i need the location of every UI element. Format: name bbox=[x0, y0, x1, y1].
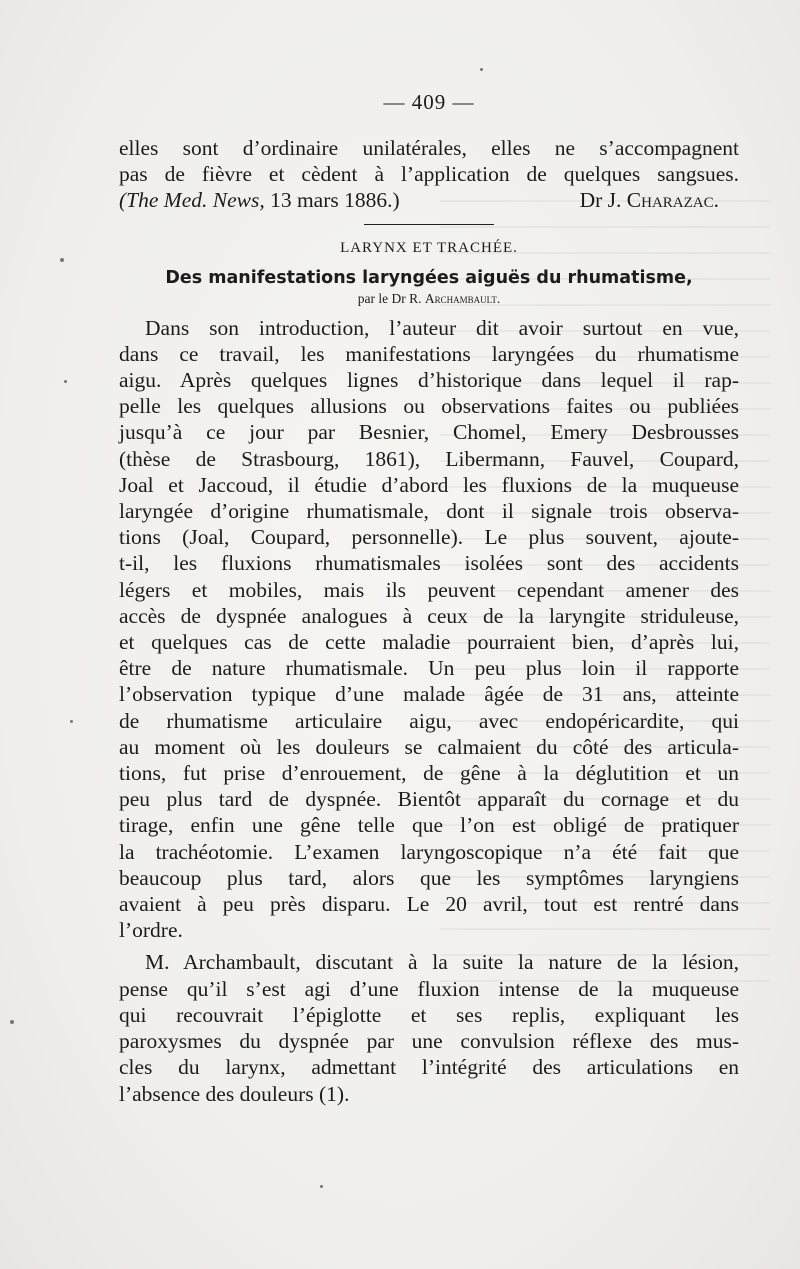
speck-mark bbox=[64, 380, 67, 383]
text-line: peu plus tard de dyspnée. Bientôt apparaît du cornage et du bbox=[119, 787, 739, 812]
journal-name: (The Med. News, bbox=[119, 188, 265, 213]
citation bbox=[119, 187, 400, 213]
text-line: être de nature rhumatismale. Un peu plus loin il rapporte bbox=[119, 656, 739, 681]
paragraph-1 bbox=[119, 315, 739, 944]
author-prefix: par le Dr R. bbox=[357, 290, 422, 306]
text-line: au moment où les douleurs se calmaient du côté des articula- bbox=[119, 734, 739, 759]
text-line: de rhumatisme articulaire aigu, avec endopéricardite, qui bbox=[119, 708, 739, 733]
text-line: légers et mobiles, mais ils peuvent cependant amener des bbox=[119, 577, 739, 602]
text-line: l’absence des douleurs (1). bbox=[119, 1081, 350, 1106]
text-line: jusqu’à ce jour par Besnier, Chomel, Emery Desbrousses bbox=[119, 420, 739, 445]
signature-prefix: Dr J. bbox=[579, 188, 622, 213]
speck-mark bbox=[60, 258, 64, 262]
signature-name: Charazac. bbox=[626, 188, 719, 213]
text-line: dans ce travail, les manifestations laryngées du rhumatisme bbox=[119, 341, 739, 366]
speck-mark bbox=[70, 720, 73, 723]
text-line: elles sont d’ordinaire unilatérales, elles ne s’accompagnent bbox=[119, 136, 739, 160]
page-number: — 409 — bbox=[383, 90, 475, 114]
paragraph-2 bbox=[119, 949, 739, 1106]
text-line: et quelques cas de cette maladie pourraient bien, d’après lui, bbox=[119, 630, 739, 655]
article-title: Des manifestations laryngées aiguës du rhumatisme, bbox=[165, 267, 693, 288]
section-heading: LARYNX ET TRACHÉE. bbox=[340, 239, 518, 256]
text-line: Joal et Jaccoud, il étudie d’abord les fluxions de la muqueuse bbox=[119, 472, 739, 497]
text-line: qui recouvrait l’épiglotte et ses replis, expliquant les bbox=[119, 1002, 739, 1027]
page-text bbox=[119, 90, 739, 1107]
speck-mark bbox=[320, 1185, 323, 1188]
text-line: beaucoup plus tard, alors que les symptômes laryngiens bbox=[119, 865, 739, 890]
text-line: pas de fièvre et cèdent à l’application de quelques sangsues. bbox=[119, 162, 739, 187]
text-line: paroxysmes du dyspnée par une convulsion réflexe des mus- bbox=[119, 1029, 739, 1054]
text-line: tirage, enfin une gêne telle que l’on est obligé de pratiquer bbox=[119, 813, 739, 838]
text-line: l’ordre. bbox=[119, 918, 183, 943]
text-line: tions (Joal, Coupard, personnelle). Le plus souvent, ajoute- bbox=[119, 525, 739, 550]
text-line: (thèse de Strasbourg, 1861), Libermann, Fauvel, Coupard, bbox=[119, 446, 739, 471]
text-line: Dans son introduction, l’auteur dit avoir surtout en vue, bbox=[145, 315, 739, 340]
speck-mark bbox=[480, 68, 483, 71]
speck-mark bbox=[10, 1020, 14, 1024]
text-line: avaient à peu près disparu. Le 20 avril, tout est rentré dans bbox=[119, 892, 739, 917]
text-line: pense qu’il s’est agi d’une fluxion intense de la muqueuse bbox=[119, 976, 739, 1001]
author-name: Archambault. bbox=[424, 290, 501, 306]
text-line: t-il, les fluxions rhumatismales isolées sont des accidents bbox=[119, 551, 739, 576]
previous-article-end bbox=[119, 135, 739, 214]
citation-line bbox=[119, 187, 739, 213]
article-author bbox=[119, 289, 739, 309]
text-line: laryngée d’origine rhumatismale, dont il signale trois observa- bbox=[119, 499, 739, 524]
author-signature bbox=[580, 187, 739, 213]
text-line: la trachéotomie. L’examen laryngoscopique n’a été fait que bbox=[119, 839, 739, 864]
text-line: aigu. Après quelques lignes d’historique dans lequel il rap- bbox=[119, 368, 739, 393]
text-line: M. Archambault, discutant à la suite la nature de la lésion, bbox=[145, 950, 739, 975]
text-line: tions, fut prise d’enrouement, de gêne à la déglutition et un bbox=[119, 761, 739, 786]
text-line: accès de dyspnée analogues à ceux de la laryngite striduleuse, bbox=[119, 603, 739, 628]
section-divider bbox=[364, 224, 494, 225]
citation-date: 13 mars 1886.) bbox=[270, 188, 400, 213]
text-line: l’observation typique d’une malade âgée de 31 ans, atteinte bbox=[119, 682, 739, 707]
text-line: pelle les quelques allusions ou observations faites ou publiées bbox=[119, 394, 739, 419]
text-line: cles du larynx, admettant l’intégrité des articulations en bbox=[119, 1055, 739, 1080]
